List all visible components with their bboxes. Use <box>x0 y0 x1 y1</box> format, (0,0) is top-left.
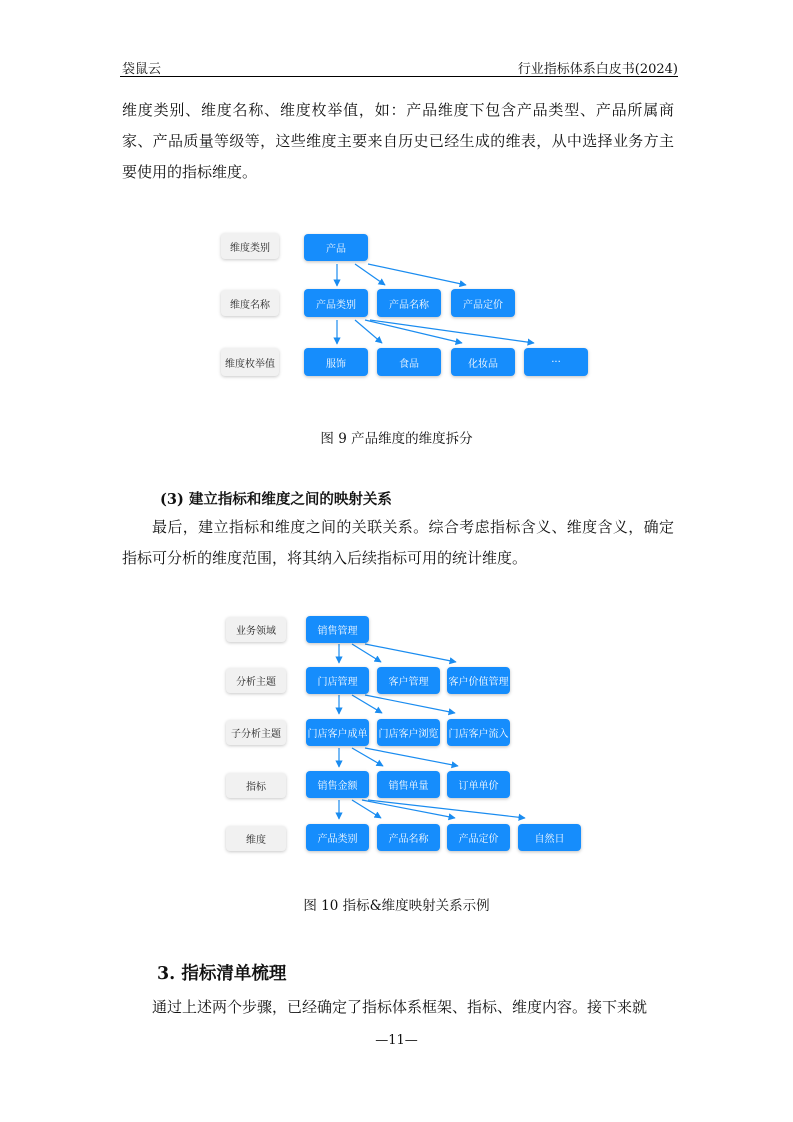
fig9-node-product-category: 产品类别 <box>304 289 368 317</box>
fig10-label-metric: 指标 <box>226 773 286 798</box>
header-left: 袋鼠云 <box>122 62 162 77</box>
fig9-node-product-price: 产品定价 <box>451 289 515 317</box>
figure9-caption: 图 9 产品维度的维度拆分 <box>320 431 473 447</box>
header-divider <box>120 76 678 77</box>
arrow-category-food <box>355 320 382 343</box>
fig10-label-business-domain: 业务领域 <box>226 617 286 642</box>
heading-metric-list: 3. 指标清单梳理 <box>157 964 287 984</box>
fig9-label-dimension-name: 维度名称 <box>221 290 279 316</box>
fig9-node-food: 食品 <box>377 348 441 376</box>
arrow-category-more <box>370 320 534 343</box>
fig10-label-analysis-topic: 分析主题 <box>226 668 286 693</box>
fig10-node-store-management: 门店管理 <box>306 667 369 694</box>
fig9-node-cosmetics: 化妆品 <box>451 348 515 376</box>
figure10-caption: 图 10 指标&维度映射关系示例 <box>303 898 490 914</box>
fig10-node-product-category: 产品类别 <box>306 824 369 851</box>
paragraph-dimension-intro: 维度类别、维度名称、维度枚举值，如：产品维度下包含产品类型、产品所属商家、产品质量等级等，这些维度主要来自历史已经生成的维表，从中选择业务方主要使用的指标维度。 <box>122 101 674 181</box>
fig10-node-sales-management: 销售管理 <box>306 616 369 643</box>
fig10-node-sales-orders: 销售单量 <box>377 771 440 798</box>
page-number: —11— <box>375 1033 418 1048</box>
fig10-node-natural-day: 自然日 <box>518 824 581 851</box>
fig9-node-clothing: 服饰 <box>304 348 368 376</box>
fig10-node-order-unit-price: 订单单价 <box>447 771 510 798</box>
arrow-product-name <box>355 264 385 285</box>
fig10-node-store-customer-deal: 门店客户成单 <box>306 719 369 746</box>
fig10-label-sub-topic: 子分析主题 <box>226 720 286 745</box>
fig10-node-product-price: 产品定价 <box>447 824 510 851</box>
fig10-node-sales-amount: 销售金额 <box>306 771 369 798</box>
arrow-category-cosmetics <box>365 320 462 343</box>
fig10-node-store-customer-inflow: 门店客户流入 <box>447 719 510 746</box>
fig10-label-dimension: 维度 <box>226 826 286 851</box>
header-right: 行业指标体系白皮书(2024) <box>517 62 678 77</box>
paragraph-mapping: 最后，建立指标和维度之间的关联关系。综合考虑指标含义、维度含义，确定指标可分析的维度范围，将其纳入后续指标可用的统计维度。 <box>122 518 674 567</box>
fig10-node-customer-management: 客户管理 <box>377 667 440 694</box>
fig9-label-dimension-category: 维度类别 <box>221 233 279 259</box>
fig9-node-product-name: 产品名称 <box>377 289 441 317</box>
paragraph-metric-list: 通过上述两个步骤，已经确定了指标体系框架、指标、维度内容。接下来就 <box>152 998 648 1016</box>
fig10-node-product-name: 产品名称 <box>377 824 440 851</box>
section-heading-mapping: (3) 建立指标和维度之间的映射关系 <box>160 491 392 508</box>
fig10-node-customer-value-management: 客户价值管理 <box>447 667 510 694</box>
fig9-node-ellipsis: ··· <box>524 348 588 376</box>
fig9-node-product: 产品 <box>304 234 368 261</box>
fig10-node-store-customer-browse: 门店客户浏览 <box>377 719 440 746</box>
arrow-product-price <box>368 264 466 285</box>
fig9-label-dimension-enum: 维度枚举值 <box>221 348 279 376</box>
